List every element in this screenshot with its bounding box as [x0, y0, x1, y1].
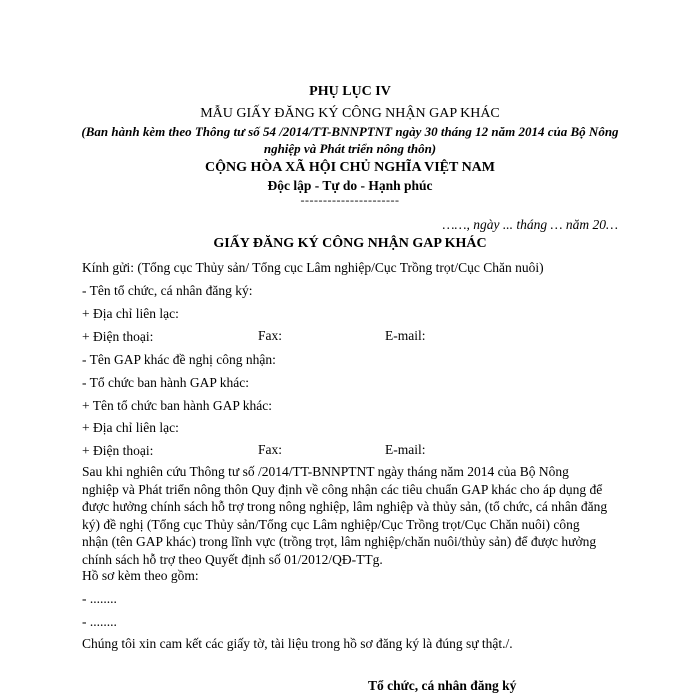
body-line: chính sách hỗ trợ theo Quyết định số 01/2012/QĐ-TTg.: [82, 551, 383, 567]
field-gap-name: - Tên GAP khác đề nghị công nhận:: [82, 352, 276, 367]
commitment-statement: Chúng tôi xin cam kết các giấy tờ, tài liệu trong hồ sơ đăng ký là đúng sự thật./.: [82, 636, 513, 651]
field-address-2: + Địa chỉ liên lạc:: [82, 420, 179, 435]
attachment-item-2: - ........: [82, 614, 117, 629]
field-address-1: + Địa chỉ liên lạc:: [82, 306, 179, 321]
appendix-heading: PHỤ LỤC IV: [309, 84, 391, 99]
issued-by-line-2: nghiệp và Phát triển nông thôn): [263, 141, 437, 156]
field-issuer-name: + Tên tổ chức ban hành GAP khác:: [82, 398, 273, 413]
date-line: ……, ngày ... tháng … năm 20…: [442, 217, 618, 232]
body-paragraph: [82, 463, 622, 569]
field-fax-2: Fax:: [258, 442, 283, 457]
national-motto: Độc lập - Tự do - Hạnh phúc: [267, 178, 433, 193]
field-org-name: - Tên tổ chức, cá nhân đăng ký:: [82, 283, 253, 298]
issued-by-line-1: (Ban hành kèm theo Thông tư số 54 /2014/TT-BNNPTNT ngày 30 tháng 12 năm 2014 của Bộ Nông: [81, 124, 619, 139]
field-email-2: E-mail:: [385, 442, 426, 457]
attachments-label: Hồ sơ kèm theo gồm:: [82, 568, 199, 583]
field-phone-2: + Điện thoại:: [82, 443, 154, 458]
body-line: nghiệp và Phát triển nông thôn Quy định về công nhận các tiêu chuẩn GAP khác cho áp dụng để: [82, 481, 603, 497]
field-email-1: E-mail:: [385, 328, 426, 343]
form-title: MẪU GIẤY ĐĂNG KÝ CÔNG NHẬN GAP KHÁC: [200, 106, 500, 121]
signature-label: Tổ chức, cá nhân đăng ký: [368, 678, 517, 693]
addressee: Kính gửi: (Tổng cục Thủy sản/ Tổng cục Lâm nghiệp/Cục Trồng trọt/Cục Chăn nuôi): [82, 260, 544, 275]
body-line: ký) đề nghị (Tổng cục Thủy sản/Tổng cục Lâm nghiệp/Cục Trồng trọt/Cục Chăn nuôi) công: [82, 516, 580, 532]
document-title: GIẤY ĐĂNG KÝ CÔNG NHẬN GAP KHÁC: [213, 236, 487, 251]
field-phone-1: + Điện thoại:: [82, 329, 154, 344]
body-line: được hưởng chính sách hỗ trợ trong nông nghiệp, lâm nghiệp và thủy sản, (tổ chức, cá nhân đăng: [82, 499, 608, 515]
nation-heading: CỘNG HÒA XÃ HỘI CHỦ NGHĨA VIỆT NAM: [204, 160, 495, 175]
field-fax-1: Fax:: [258, 328, 283, 343]
motto-divider: ----------------------: [300, 193, 400, 207]
attachment-item-1: - ........: [82, 591, 117, 606]
field-issuer-org: - Tổ chức ban hành GAP khác:: [82, 375, 250, 390]
body-line: Sau khi nghiên cứu Thông tư số /2014/TT-BNNPTNT ngày tháng năm 2014 của Bộ Nông: [82, 464, 569, 479]
body-line: nhận (tên GAP khác) trong lĩnh vực (trồng trọt, lâm nghiệp/chăn nuôi/thủy sản) để được hưởng: [82, 534, 597, 550]
